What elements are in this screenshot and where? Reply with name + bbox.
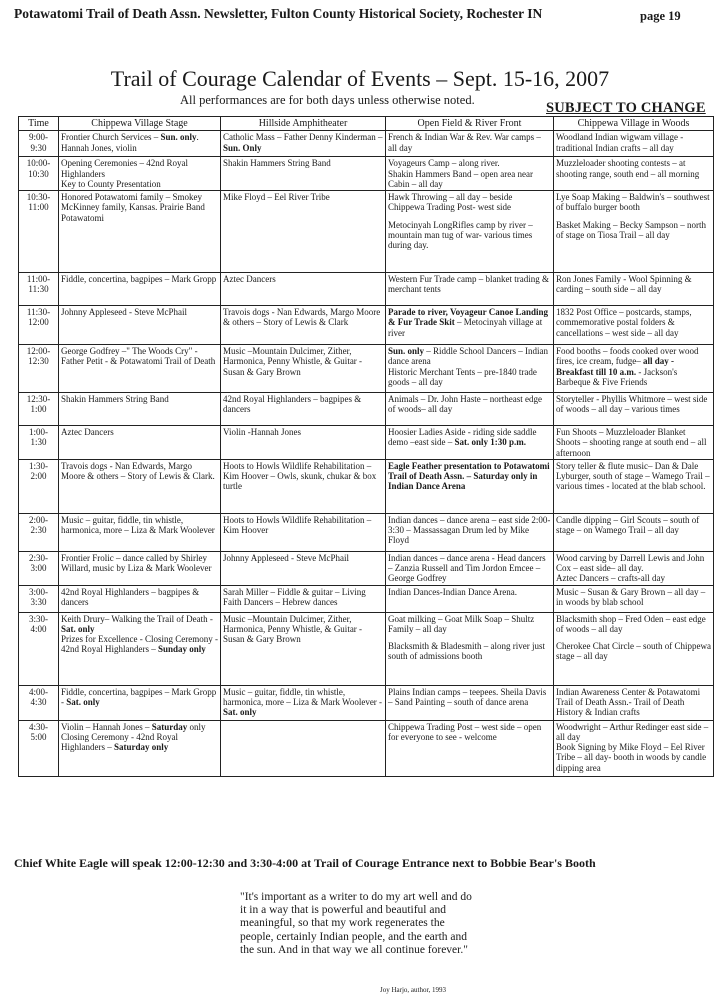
time-label: 11:00- (26, 274, 51, 285)
table-row (19, 273, 714, 306)
event-line (556, 192, 711, 213)
event-text: Johnny Appleseed - Steve McPhail (223, 552, 349, 563)
event-cell-open-field-river-front (386, 345, 554, 393)
event-line (556, 722, 711, 743)
event-cell-chippewa-village-woods (554, 459, 714, 513)
event-cell-chippewa-village-woods (554, 585, 714, 612)
event-cell-chippewa-village-woods (554, 345, 714, 393)
event-emphasis-text: Sun. Only (223, 142, 262, 153)
event-line (61, 158, 218, 179)
event-cell-hillside-amphitheater (221, 513, 386, 551)
event-cell-chippewa-village-stage (59, 720, 221, 776)
column-header-chippewa-village-woods: Chippewa Village in Woods (554, 117, 714, 131)
time-label: 4:00 (30, 623, 47, 634)
time-label: 3:00- (29, 586, 48, 597)
event-emphasis-text: Eagle Feather presentation to Potawatomi Trail of Death Assn. – Saturday only in Indian Dance Arena (388, 460, 550, 492)
column-header-hillside-amphitheater: Hillside Amphitheater (221, 117, 386, 131)
time-label: 4:30- (29, 721, 48, 732)
event-line (556, 742, 711, 773)
table-row (19, 306, 714, 345)
event-line (556, 614, 711, 635)
time-cell (19, 306, 59, 345)
table-row (19, 426, 714, 460)
table-row (19, 393, 714, 426)
event-line (556, 346, 711, 387)
event-text: Indian dances – dance arena - Head dancers – Zanzia Russell and Tim Jordon Emcee – George Godfrey (388, 552, 546, 584)
event-text: Closing Ceremony - 42nd Royal Highlanders – (61, 731, 178, 753)
event-cell-chippewa-village-woods (554, 157, 714, 191)
table-body (19, 131, 714, 776)
event-line (223, 274, 383, 284)
event-cell-chippewa-village-woods (554, 306, 714, 345)
time-cell (19, 131, 59, 157)
event-line (61, 192, 218, 223)
time-label: 4:00- (29, 686, 48, 697)
event-line (388, 687, 551, 708)
event-text: Music – guitar, fiddle, tin whistle, harmonica, more – Liza & Mark Woolever (61, 514, 215, 536)
event-text: Metocinyah LongRifles camp by river – mountain man tug of war- various times during day. (388, 219, 533, 251)
event-emphasis-text: Parade to river, Voyageur Canoe Landing & Fur Trade Skit (388, 307, 549, 328)
time-label: 3:30- (29, 613, 48, 624)
column-header-open-field-river-front: Open Field & River Front (386, 117, 554, 131)
event-text: Sarah Miller – Fiddle & guitar – Living Faith Dancers – Hebrew dances (223, 586, 366, 607)
time-label: 10:00- (26, 158, 51, 169)
event-text: Shakin Hammers String Band (61, 394, 169, 405)
event-text: Historic Merchant Tents – pre-1840 trade goods – all day (388, 366, 537, 387)
time-label: 2:30- (29, 552, 48, 563)
column-header-time: Time (19, 117, 59, 131)
chief-white-eagle-note: Chief White Eagle will speak 12:00-12:30 and 3:30-4:00 at Trail of Courage Entrance next to Bobbie Bear's Booth (14, 856, 596, 870)
event-line (556, 274, 711, 295)
table-row (19, 513, 714, 551)
time-label: 1:30- (29, 460, 48, 471)
event-cell-open-field-river-front (386, 685, 554, 720)
event-text: Music –Mountain Dulcimer, Zither, Harmonica, Penny Whistle, & Guitar - Susan & Gary Brown (223, 613, 363, 645)
event-text: Indian Awareness Center & Potawatomi Trail of Death Assn.- Trail of Death History & Indian crafts (556, 686, 701, 718)
event-line (61, 346, 218, 367)
event-line (223, 394, 383, 415)
event-cell-chippewa-village-woods (554, 426, 714, 460)
event-line (556, 307, 711, 338)
time-cell (19, 191, 59, 273)
event-text: Book Signing by Mike Floyd – Eel River Tribe – all day- booth in woods by candle dipping area (556, 742, 707, 773)
event-cell-hillside-amphitheater (221, 720, 386, 776)
time-cell (19, 685, 59, 720)
time-label: 5:00 (30, 731, 47, 742)
event-text: Food booths – foods cooked over wood fires, ice cream, fudge– (556, 346, 699, 367)
event-line (223, 687, 383, 718)
time-cell (19, 612, 59, 685)
event-emphasis-text: Saturday (151, 721, 188, 732)
event-cell-chippewa-village-stage (59, 612, 221, 685)
quote-author: Joy Harjo, author, 1993 (380, 986, 447, 994)
time-label: 1:00 (30, 404, 47, 415)
event-text: Violin -Hannah Jones (223, 427, 301, 438)
event-text: Keith Drury– Walking the Trail of Death - (61, 613, 213, 624)
event-cell-open-field-river-front (386, 612, 554, 685)
event-text: French & Indian War & Rev. War camps – all day (388, 132, 541, 153)
event-text: Lye Soap Making – Baldwin's – southwest of buffalo burger booth (556, 192, 710, 213)
calendar-title: Trail of Courage Calendar of Events – Sept. 15-16, 2007 (110, 66, 610, 91)
event-emphasis-text: Sat. only 1:30 p.m. (454, 437, 527, 448)
event-cell-hillside-amphitheater (221, 306, 386, 345)
time-cell (19, 157, 59, 191)
event-text: – Metocinyah village at river (388, 317, 543, 338)
event-line (388, 346, 551, 367)
event-cell-chippewa-village-woods (554, 685, 714, 720)
table-row (19, 585, 714, 612)
event-cell-hillside-amphitheater (221, 191, 386, 273)
event-line (388, 722, 551, 743)
event-emphasis-text: Sat. only (223, 707, 257, 718)
event-text: Music –Mountain Dulcimer, Zither, Harmonica, Penny Whistle, & Guitar - Susan & Gary Brown (223, 346, 363, 377)
event-text: Shakin Hammers Band – open area near Cabin – all day (388, 168, 533, 189)
time-cell (19, 426, 59, 460)
event-line (61, 614, 218, 635)
event-line (388, 192, 551, 213)
event-cell-chippewa-village-stage (59, 513, 221, 551)
event-cell-open-field-river-front (386, 720, 554, 776)
event-cell-open-field-river-front (386, 426, 554, 460)
event-text: Prizes for Excellence - Closing Ceremony - 42nd Royal Highlanders – (61, 634, 218, 655)
event-text: Western Fur Trade camp – blanket trading & merchant tents (388, 274, 549, 295)
time-label: 3:00 (30, 563, 47, 574)
event-cell-open-field-river-front (386, 459, 554, 513)
event-text: Hoots to Howls Wildlife Rehabilitation – Kim Hoover (223, 514, 372, 536)
event-line (223, 614, 383, 645)
event-text: – Riddle School Dancers – Indian dance arena (388, 346, 549, 367)
event-line (223, 158, 383, 168)
event-text: Plains Indian camps – teepees. Sheila Davis – Sand Painting – south of dance arena (388, 686, 547, 707)
event-text: Johnny Appleseed - Steve McPhail (61, 307, 187, 318)
time-label: 4:30 (30, 696, 47, 707)
event-cell-open-field-river-front (386, 306, 554, 345)
event-cell-open-field-river-front (386, 513, 554, 551)
event-line (223, 132, 383, 153)
event-text: Storyteller - Phyllis Whitmore – west side of woods – all day – various times (556, 394, 708, 415)
time-label: 12:30- (26, 394, 51, 405)
event-text: Blacksmith & Bladesmith – along river just south of admissions booth (388, 641, 545, 662)
time-cell (19, 720, 59, 776)
event-text: George Godfrey –" The Woods Cry" - Father Petit - & Potawatomi Trail of Death (61, 346, 216, 367)
event-text: Aztec Dancers (223, 274, 276, 285)
event-line (223, 307, 383, 328)
event-text: Fiddle, concertina, bagpipes – Mark Gropp (61, 274, 217, 285)
event-text: 42nd Royal Highlanders – bagpipes & dancers (223, 394, 362, 415)
event-text: Woodland Indian wigwam village - traditional Indian crafts – all day (556, 132, 684, 153)
event-text: Violin – Hannah Jones – (61, 721, 152, 732)
time-label: 2:00- (29, 514, 48, 525)
event-text: Hoosier Ladies Aside - riding side saddle demo –east side – (388, 427, 537, 448)
event-line (61, 722, 218, 732)
event-line (61, 274, 218, 284)
event-cell-hillside-amphitheater (221, 426, 386, 460)
event-cell-chippewa-village-woods (554, 131, 714, 157)
event-emphasis-text: Sat. only (66, 696, 100, 707)
event-line (388, 158, 551, 168)
event-text: Music – guitar, fiddle, tin whistle, harmonica, more – Liza & Mark Woolever - (223, 686, 383, 707)
time-label: 9:00- (29, 132, 48, 143)
event-cell-hillside-amphitheater (221, 612, 386, 685)
event-cell-chippewa-village-woods (554, 513, 714, 551)
event-cell-open-field-river-front (386, 273, 554, 306)
event-line (388, 461, 551, 492)
time-cell (19, 345, 59, 393)
table-row (19, 459, 714, 513)
event-cell-hillside-amphitheater (221, 585, 386, 612)
event-text: Mike Floyd – Eel River Tribe (223, 192, 330, 203)
event-cell-open-field-river-front (386, 191, 554, 273)
time-cell (19, 585, 59, 612)
column-header-chippewa-village-stage: Chippewa Village Stage (59, 117, 221, 131)
event-cell-chippewa-village-stage (59, 685, 221, 720)
event-cell-hillside-amphitheater (221, 459, 386, 513)
event-emphasis-text: Sun. only (388, 346, 425, 357)
event-emphasis-text: all day - Breakfast till 10 a.m. (556, 356, 674, 377)
event-text: Opening Ceremonies – 42nd Royal Highlanders (61, 158, 188, 179)
table-row (19, 551, 714, 585)
event-text: Catholic Mass – Father Denny Kinderman – (223, 132, 383, 143)
event-line (223, 427, 383, 437)
event-line (388, 274, 551, 295)
event-cell-chippewa-village-stage (59, 273, 221, 306)
event-cell-chippewa-village-stage (59, 345, 221, 393)
event-text: Indian Dances-Indian Dance Arena. (388, 586, 517, 597)
event-line (61, 732, 218, 753)
event-text: Ron Jones Family - Wool Spinning & carding – south side – all day (556, 274, 692, 295)
event-cell-chippewa-village-woods (554, 551, 714, 585)
event-line (556, 515, 711, 536)
event-line (223, 461, 383, 492)
event-text: Cherokee Chat Circle – south of Chippewa stage – all day (556, 641, 711, 662)
event-text: Fun Shoots – Muzzleloader Blanket Shoots – shooting range at south end – all afternoon (556, 427, 707, 458)
event-text: Story teller & flute music– Dan & Dale Lyburger, south of stage – Wamego Trail –various times - located at the blab school. (556, 460, 710, 492)
event-line (61, 634, 218, 655)
event-line (556, 461, 711, 492)
event-text: Muzzleloader shooting contests – at shooting range, south end – all morning (556, 158, 700, 179)
time-label: 10:30- (26, 192, 51, 203)
time-label: 11:00 (28, 202, 49, 213)
event-cell-chippewa-village-stage (59, 191, 221, 273)
event-line (61, 687, 218, 708)
event-text: . Hannah Jones, violin (61, 132, 199, 153)
time-label: 12:00- (26, 346, 51, 357)
time-cell (19, 393, 59, 426)
event-line (61, 587, 218, 608)
event-line (556, 427, 711, 458)
time-label: 1:30 (30, 437, 47, 448)
event-text: Indian dances – dance arena – east side 2:00- 3:30 – Massassagan Drum led by Mike Floyd (388, 514, 551, 546)
event-cell-chippewa-village-stage (59, 393, 221, 426)
event-cell-hillside-amphitheater (221, 345, 386, 393)
event-text: Hoots to Howls Wildlife Rehabilitation – Kim Hoover – Owls, skunk, chukar & box turtle (223, 460, 377, 492)
event-cell-hillside-amphitheater (221, 551, 386, 585)
table-row (19, 157, 714, 191)
event-emphasis-text: Saturday only (114, 742, 169, 753)
event-text: Travois dogs - Nan Edwards, Margo Moore & others – Story of Lewis & Clark (223, 307, 381, 328)
table-row (19, 131, 714, 157)
time-label: 12:00 (28, 317, 49, 328)
time-label: 3:30 (30, 596, 47, 607)
event-text: Basket Making – Becky Sampson – north of stage on Tiosa Trail – all day (556, 219, 706, 240)
event-cell-hillside-amphitheater (221, 393, 386, 426)
event-cell-open-field-river-front (386, 393, 554, 426)
event-line (556, 394, 711, 415)
event-cell-hillside-amphitheater (221, 273, 386, 306)
page-number: page 19 (640, 9, 681, 23)
event-line (556, 687, 711, 718)
time-label: 11:30 (28, 284, 49, 295)
event-cell-open-field-river-front (386, 585, 554, 612)
event-text: Aztec Dancers – crafts-all day (556, 573, 665, 584)
event-line (388, 587, 551, 597)
event-line (61, 394, 218, 404)
event-cell-chippewa-village-woods (554, 273, 714, 306)
event-cell-chippewa-village-stage (59, 131, 221, 157)
event-text: Goat milking – Goat Milk Soap – Shultz Family – all day (388, 613, 535, 634)
event-cell-chippewa-village-stage (59, 306, 221, 345)
event-line (61, 515, 218, 536)
event-line (556, 641, 711, 662)
event-cell-open-field-river-front (386, 551, 554, 585)
event-line (556, 132, 711, 153)
event-text: Shakin Hammers String Band (223, 158, 331, 169)
event-emphasis-text: Sun. only (160, 132, 197, 143)
newsletter-header: Potawatomi Trail of Death Assn. Newsletter, Fulton County Historical Society, Rochester IN (14, 6, 543, 21)
time-label: 11:30- (26, 307, 51, 318)
event-text: Frontier Church Services – (61, 132, 161, 143)
time-label: 2:30 (30, 525, 47, 536)
event-line (388, 394, 551, 415)
event-text: only (187, 721, 206, 732)
event-text: Chippewa Trading Post – west side – open for everyone to see - welcome (388, 721, 542, 742)
event-text: Animals – Dr. John Haste – northeast edge of woods– all day (388, 394, 542, 415)
event-text: Blacksmith shop – Fred Oden – east edge of woods – all day (556, 613, 706, 634)
event-cell-chippewa-village-stage (59, 585, 221, 612)
event-text: Aztec Dancers (61, 427, 114, 438)
event-line (556, 158, 711, 179)
event-text: Key to County Presentation (61, 178, 161, 189)
event-line (223, 587, 383, 608)
time-label: 12:30 (28, 356, 49, 367)
event-cell-open-field-river-front (386, 157, 554, 191)
event-cell-hillside-amphitheater (221, 131, 386, 157)
event-line (223, 515, 383, 536)
event-text: 1832 Post Office – postcards, stamps, commemorative postal folders & cancellations – west side – all day (556, 307, 692, 338)
event-line (223, 553, 383, 563)
event-line (388, 132, 551, 153)
event-cell-open-field-river-front (386, 131, 554, 157)
event-line (388, 307, 551, 338)
event-cell-chippewa-village-stage (59, 426, 221, 460)
event-line (388, 515, 551, 546)
event-line (388, 367, 551, 388)
event-cell-hillside-amphitheater (221, 157, 386, 191)
event-line (61, 179, 218, 189)
event-line (388, 641, 551, 662)
table-row (19, 685, 714, 720)
event-text: Travois dogs - Nan Edwards, Margo Moore & others – Story of Lewis & Clark. (61, 460, 215, 482)
time-cell (19, 551, 59, 585)
event-line (556, 220, 711, 241)
event-line (556, 553, 711, 574)
table-header-row (19, 117, 714, 131)
time-label: 2:00 (30, 471, 47, 482)
event-line (61, 553, 218, 574)
event-line (388, 427, 551, 448)
event-cell-chippewa-village-woods (554, 393, 714, 426)
event-cell-chippewa-village-stage (59, 551, 221, 585)
time-label: 1:00- (29, 427, 48, 438)
calendar-subtitle: All performances are for both days unless otherwise noted. (180, 93, 475, 107)
event-line (223, 346, 383, 377)
event-line (61, 307, 218, 317)
events-calendar-table (18, 116, 714, 777)
event-line (388, 220, 551, 251)
table-row (19, 612, 714, 685)
event-text: - Jackson's Barbeque & Five Friends (556, 366, 678, 387)
event-line (388, 614, 551, 635)
event-text: Wood carving by Darrell Lewis and John Cox – east side– all day. (556, 552, 705, 574)
event-line (61, 461, 218, 482)
event-text: Music – Susan & Gary Brown – all day – in woods by blab school (556, 586, 706, 607)
event-cell-chippewa-village-stage (59, 157, 221, 191)
event-cell-chippewa-village-woods (554, 720, 714, 776)
event-text: 42nd Royal Highlanders – bagpipes & dancers (61, 586, 200, 607)
event-cell-chippewa-village-woods (554, 612, 714, 685)
event-text: Honored Potawatomi family – Smokey McKinney family, Kansas. Prairie Band Potawatomi (61, 192, 205, 223)
time-label: 10:30 (28, 168, 49, 179)
event-emphasis-text: Sunday only (158, 644, 206, 655)
time-cell (19, 273, 59, 306)
event-text: Woodwright – Arthur Redinger east side – all day (556, 721, 709, 742)
subject-to-change-note: SUBJECT TO CHANGE (546, 100, 706, 116)
event-text: Fiddle, concertina, bagpipes – Mark Gropp - (61, 686, 217, 707)
event-line (61, 132, 218, 153)
table-row (19, 720, 714, 776)
event-line (556, 573, 711, 583)
time-cell (19, 513, 59, 551)
event-text: Voyageurs Camp – along river. (388, 158, 500, 169)
event-emphasis-text: Sat. only (61, 623, 95, 634)
time-cell (19, 459, 59, 513)
quote-text: "It's important as a writer to do my art well and do it in a way that is powerful and beautiful and meaningful, so that my work regenerates the people, certainly Indian people, and the earth and the sun. And in that way we all continue forever." (240, 891, 472, 956)
event-line (388, 169, 551, 190)
event-text: Hawk Throwing – all day – beside Chippewa Trading Post- west side (388, 192, 513, 213)
event-line (61, 427, 218, 437)
event-text: Frontier Frolic – dance called by Shirley Willard, music by Liza & Mark Woolever (61, 552, 212, 574)
event-cell-chippewa-village-stage (59, 459, 221, 513)
table-row (19, 191, 714, 273)
event-line (556, 587, 711, 608)
event-text: Candle dipping – Girl Scouts – south of stage – on Wamego Trail – all day (556, 514, 700, 536)
event-line (388, 553, 551, 584)
table-row (19, 345, 714, 393)
event-cell-chippewa-village-woods (554, 191, 714, 273)
event-line (223, 192, 383, 202)
time-label: 9:30 (30, 142, 47, 153)
event-cell-hillside-amphitheater (221, 685, 386, 720)
